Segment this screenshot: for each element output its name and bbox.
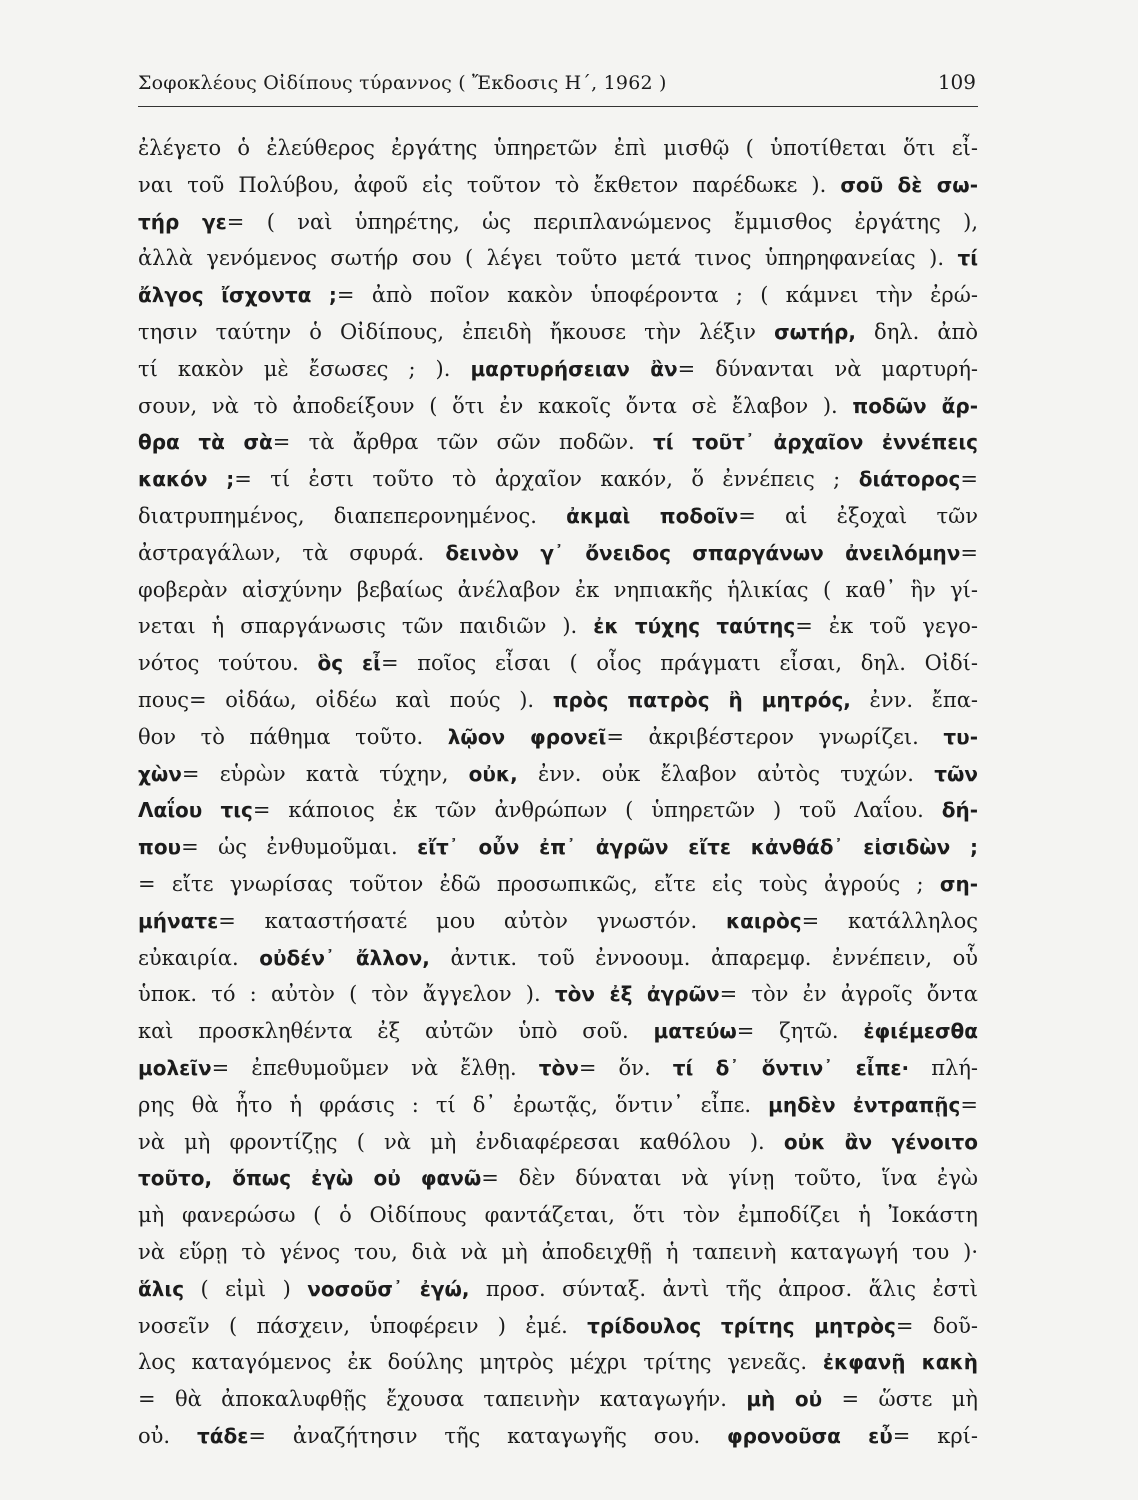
gloss-text: ἐνν. ἔπα- — [850, 687, 978, 712]
gloss-text: ὑποκ. τό : αὐτὸν ( τὸν ἄγγελον ). — [138, 982, 555, 1007]
gloss-text: = ὥστε μὴ — [822, 1387, 978, 1412]
bold-lemma: μὴ οὐ — [746, 1387, 823, 1412]
text-line — [138, 535, 978, 572]
gloss-text: ἀντικ. τοῦ ἐννοουμ. ἀπαρεμφ. ἐννέπειν, οὗ — [429, 945, 978, 970]
text-line — [138, 1197, 978, 1234]
gloss-text: = ἀκριβέστερον γνωρίζει. — [606, 724, 944, 749]
bold-lemma: καιρὸς — [725, 908, 802, 933]
text-line — [138, 866, 978, 903]
text-line — [138, 572, 978, 609]
gloss-text: εὐκαιρία. — [138, 945, 260, 970]
bold-lemma: ἀκμαὶ ποδοῖν — [566, 503, 739, 528]
gloss-text: = κάποιος ἐκ τῶν ἀνθρώπων ( ὑπηρετῶν ) τοῦ Λαΐου. — [252, 798, 942, 823]
gloss-text: = ἀπὸ ποῖον κακὸν ὑποφέροντα ; ( κάμνει τὴν ἐρώ- — [336, 283, 978, 308]
text-line — [138, 498, 978, 535]
bold-lemma: μηδὲν ἐντραπῇς — [768, 1092, 961, 1117]
gloss-text: = ποῖος εἶσαι ( οἷος πράγματι εἶσαι, δηλ. Οἰδί- — [380, 651, 978, 676]
text-line — [138, 976, 978, 1013]
bold-lemma: τάδε — [196, 1423, 249, 1448]
gloss-text: θον τὸ πάθημα τοῦτο. — [138, 724, 448, 749]
text-line — [138, 1271, 978, 1308]
gloss-text: = ὡς ἐνθυμοῦμαι. — [181, 835, 418, 860]
text-line — [138, 1160, 978, 1197]
gloss-text: πλή- — [909, 1055, 978, 1080]
gloss-text: = — [960, 540, 978, 565]
text-line — [138, 1013, 978, 1050]
text-line — [138, 940, 978, 977]
gloss-text: = ἐκ τοῦ γεγο- — [795, 614, 978, 639]
gloss-text: ναι τοῦ Πολύβου, ἀφοῦ εἰς τοῦτον τὸ ἔκθετον παρέδωκε ). — [138, 172, 841, 197]
text-line — [138, 351, 978, 388]
gloss-text: νεται ἡ σπαργάνωσις τῶν παιδιῶν ). — [138, 614, 594, 639]
bold-lemma: τὸν ἐξ ἀγρῶν — [554, 982, 720, 1007]
text-line — [138, 1050, 978, 1087]
bold-lemma: τὸν — [538, 1055, 579, 1080]
bold-lemma: μαρτυρήσειαν ἂν — [470, 356, 678, 381]
text-line — [138, 719, 978, 756]
gloss-text: νότος τούτου. — [138, 651, 318, 676]
text-line — [138, 756, 978, 793]
gloss-text: φοβερὰν αἰσχύνην βεβαίως ἀνέλαβον ἐκ νηπιακῆς ἡλικίας ( καθ᾽ ἣν γί- — [138, 577, 978, 602]
text-line — [138, 829, 978, 866]
gloss-text: τησιν ταύτην ὁ Οἰδίπους, ἐπειδὴ ἤκουσε τὴν λέξιν — [138, 319, 775, 344]
gloss-text: = κατάλληλος — [801, 908, 978, 933]
text-line — [138, 1381, 978, 1418]
bold-lemma: Λαΐου τις — [138, 798, 253, 823]
gloss-text: = ὅν. — [578, 1055, 673, 1080]
bold-lemma: ἄλγος ἴσχοντα ; — [138, 283, 337, 308]
bold-lemma: λῷον φρονεῖ — [447, 724, 607, 749]
text-line — [138, 1124, 978, 1161]
text-line — [138, 130, 978, 167]
bold-lemma: τρίδουλος τρίτης μητρὸς — [587, 1313, 896, 1338]
gloss-text: ἐνν. οὐκ ἔλαβον αὐτὸς τυχών. — [517, 761, 935, 786]
text-line — [138, 1087, 978, 1124]
bold-lemma: νοσοῦσ᾽ ἐγώ, — [307, 1276, 470, 1301]
text-line — [138, 682, 978, 719]
bold-lemma: κακόν ; — [138, 467, 235, 492]
gloss-text: = ἐπεθυμοῦμεν νὰ ἔλθῃ. — [211, 1055, 539, 1080]
bold-lemma: ὃς εἶ — [317, 651, 381, 676]
bold-lemma: εἴτ᾽ οὖν ἐπ᾽ ἀγρῶν εἴτε κἀνθάδ᾽ εἰσιδὼν ; — [417, 835, 978, 860]
gloss-text: = — [960, 467, 978, 492]
bold-lemma: οὐκ, — [468, 761, 518, 786]
gloss-text: νὰ μὴ φροντίζῃς ( νὰ μὴ ἐνδιαφέρεσαι καθόλου ). — [138, 1129, 784, 1154]
gloss-text: ἐλέγετο ὁ ἐλεύθερος ἐργάτης ὑπηρετῶν ἐπὶ μισθῷ ( ὑποτίθεται ὅτι εἶ- — [138, 136, 978, 160]
bold-lemma: ματεύω — [653, 1019, 737, 1044]
bold-lemma: μολεῖν — [138, 1055, 212, 1080]
text-line — [138, 461, 978, 498]
gloss-text: ἀλλὰ γενόμενος σωτήρ σου ( λέγει τοῦτο μετά τινος ὑπηρηφανείας ). — [138, 246, 958, 271]
gloss-text: = ( ναὶ ὑπηρέτης, ὡς περιπλανώμενος ἔμμισθος ἐργάτης ), — [226, 209, 978, 234]
gloss-text: προσ. σύνταξ. ἀντὶ τῆς ἀπροσ. ἅλις ἐστὶ — [469, 1276, 978, 1301]
bold-lemma: ἐκφανῇ κακὴ — [822, 1350, 978, 1375]
bold-lemma: οὐδέν᾽ ἄλλον, — [259, 945, 430, 970]
text-line — [138, 1234, 978, 1271]
gloss-text: πους= οἰδάω, οἰδέω καὶ πούς ). — [138, 687, 553, 712]
gloss-text: = δὲν δύναται νὰ γίνῃ τοῦτο, ἵνα ἐγὼ — [481, 1166, 978, 1191]
bold-lemma: τῶν — [934, 761, 978, 786]
gloss-text: = θὰ ἀποκαλυφθῇς ἔχουσα ταπεινὴν καταγωγήν. — [138, 1387, 747, 1412]
gloss-text: = τὰ ἄρθρα τῶν σῶν ποδῶν. — [272, 430, 653, 455]
gloss-text: = αἱ ἐξοχαὶ τῶν — [738, 503, 978, 528]
gloss-text: = — [960, 1092, 978, 1117]
gloss-text: = κρί- — [892, 1423, 978, 1448]
text-line — [138, 1344, 978, 1381]
page-number: 109 — [937, 70, 976, 94]
text-line — [138, 277, 978, 314]
gloss-text: δηλ. ἀπὸ — [855, 319, 978, 344]
bold-lemma: σωτήρ, — [774, 319, 856, 344]
text-line — [138, 792, 978, 829]
text-line — [138, 1418, 978, 1455]
bold-lemma: ση- — [939, 871, 978, 896]
running-title: Σοφοκλέους Οἰδίπους τύραννος ( Ἔκδοσις Η΄, 1962 ) — [138, 72, 667, 94]
bold-lemma: ἐκ τύχης ταύτης — [593, 614, 796, 639]
gloss-text: = δύνανται νὰ μαρτυρή- — [677, 356, 978, 381]
gloss-text: ( εἰμὶ ) — [184, 1276, 308, 1301]
bold-lemma: χὼν — [138, 761, 182, 786]
bold-lemma: δεινὸν γ᾽ ὄνειδος σπαργάνων ἀνειλόμην — [445, 540, 961, 565]
bold-lemma: ποδῶν ἄρ- — [852, 393, 978, 418]
page-header — [138, 70, 978, 107]
bold-lemma: ἅλις — [138, 1276, 185, 1301]
gloss-text: = εὑρὼν κατὰ τύχην, — [181, 761, 469, 786]
bold-lemma: οὐκ ἂν γένοιτο — [783, 1129, 978, 1154]
bold-lemma: τί — [957, 246, 978, 271]
bold-lemma: τοῦτο, ὅπως ἐγὼ οὐ φανῶ — [138, 1166, 482, 1191]
gloss-text: = καταστήσατέ μου αὐτὸν γνωστόν. — [218, 908, 726, 933]
bold-lemma: θρα τὰ σὰ — [138, 430, 273, 455]
gloss-text: οὐ. — [138, 1423, 197, 1448]
gloss-text: ρης θὰ ἦτο ἡ φράσις : τί δ᾽ ἐρωτᾷς, ὅντιν᾽ εἶπε. — [138, 1092, 769, 1117]
text-line — [138, 1308, 978, 1345]
gloss-text: λος καταγόμενος ἐκ δούλης μητρὸς μέχρι τρίτης γενεᾶς. — [138, 1350, 823, 1375]
gloss-text: = τὸν ἐν ἀγροῖς ὄντα — [719, 982, 978, 1007]
text-line — [138, 645, 978, 682]
bold-lemma: φρονοῦσα εὖ — [727, 1423, 893, 1448]
bold-lemma: σοῦ δὲ σω- — [840, 172, 978, 197]
gloss-text: = τί ἐστι τοῦτο τὸ ἀρχαῖον κακόν, ὅ ἐννέπεις ; — [234, 467, 859, 492]
gloss-text: διατρυπημένος, διαπεπερονημένος. — [138, 503, 567, 528]
gloss-text: τί κακὸν μὲ ἔσωσες ; ). — [138, 356, 471, 381]
text-line — [138, 314, 978, 351]
gloss-text: ἀστραγάλων, τὰ σφυρά. — [138, 540, 446, 565]
bold-lemma: μήνατε — [138, 908, 219, 933]
gloss-text: = ἀναζήτησιν τῆς καταγωγῆς σου. — [248, 1423, 728, 1448]
gloss-text: = ζητῶ. — [736, 1019, 864, 1044]
bold-lemma: πρὸς πατρὸς ἢ μητρός, — [552, 687, 851, 712]
text-line — [138, 424, 978, 461]
bold-lemma: διάτορος — [858, 467, 961, 492]
bold-lemma: τήρ γε — [138, 209, 227, 234]
bold-lemma: τί δ᾽ ὅντιν᾽ εἶπε· — [672, 1055, 910, 1080]
commentary-text — [138, 130, 978, 1455]
bold-lemma: που — [138, 835, 182, 860]
text-line — [138, 204, 978, 241]
gloss-text: = δοῦ- — [895, 1313, 978, 1338]
bold-lemma: τί τοῦτ᾽ ἀρχαῖον ἐννέπεις — [652, 430, 978, 455]
gloss-text: σουν, νὰ τὸ ἀποδείξουν ( ὅτι ἐν κακοῖς ὄντα σὲ ἔλαβον ). — [138, 393, 853, 418]
gloss-text: μὴ φανερώσω ( ὁ Οἰδίπους φαντάζεται, ὅτι τὸν ἐμποδίζει ἡ Ἰοκάστη — [138, 1203, 978, 1228]
text-line — [138, 240, 978, 277]
bold-lemma: δή- — [941, 798, 978, 823]
bold-lemma: ἐφιέμεσθα — [863, 1019, 978, 1044]
gloss-text: = εἴτε γνωρίσας τοῦτον ἐδῶ προσωπικῶς, εἴτε εἰς τοὺς ἀγρούς ; — [138, 871, 940, 896]
text-line — [138, 388, 978, 425]
gloss-text: νὰ εὕρῃ τὸ γένος του, διὰ νὰ μὴ ἀποδειχθῇ ἡ ταπεινὴ καταγωγή του )· — [138, 1239, 978, 1264]
text-line — [138, 167, 978, 204]
bold-lemma: τυ- — [943, 724, 978, 749]
text-line — [138, 903, 978, 940]
gloss-text: νοσεῖν ( πάσχειν, ὑποφέρειν ) ἐμέ. — [138, 1313, 588, 1338]
gloss-text: καὶ προσκληθέντα ἐξ αὐτῶν ὑπὸ σοῦ. — [138, 1019, 654, 1044]
text-line — [138, 608, 978, 645]
